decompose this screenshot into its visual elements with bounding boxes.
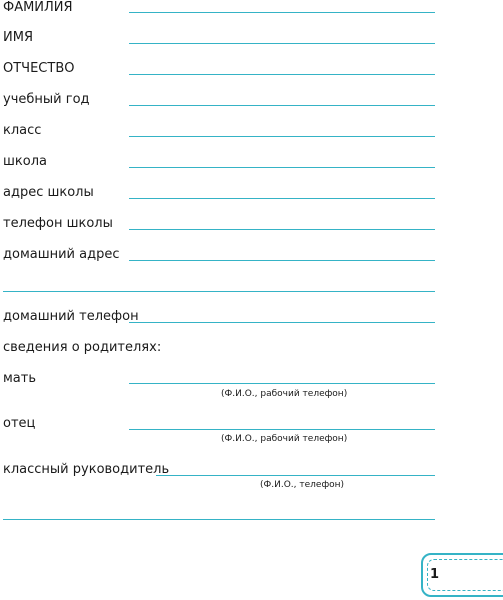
school-address-label: адрес школы	[3, 185, 94, 200]
school-label: школа	[3, 154, 47, 169]
name-label: ИМЯ	[3, 30, 33, 45]
home-phone-label: домашний телефон	[3, 309, 139, 324]
school-line[interactable]	[129, 167, 435, 168]
surname-line[interactable]	[129, 12, 435, 13]
home-address-line[interactable]	[129, 260, 435, 261]
class-teacher-label: классный руководитель	[3, 462, 170, 477]
surname-label: ФАМИЛИЯ	[3, 0, 73, 15]
school-year-line[interactable]	[129, 105, 435, 106]
home-address-line-2[interactable]	[3, 291, 435, 292]
class-line[interactable]	[129, 136, 435, 137]
school-address-line[interactable]	[129, 198, 435, 199]
mother-line[interactable]	[129, 383, 435, 384]
class-label: класс	[3, 123, 42, 138]
patronymic-label: ОТЧЕСТВО	[3, 61, 75, 76]
parents-info-label: сведения о родителях:	[3, 340, 162, 355]
class-teacher-line-2[interactable]	[3, 519, 435, 520]
class-teacher-line[interactable]	[156, 475, 435, 476]
page-number: 1	[430, 567, 440, 582]
school-phone-line[interactable]	[129, 229, 435, 230]
father-label: отец	[3, 416, 36, 431]
home-phone-line[interactable]	[129, 322, 435, 323]
home-address-label: домашний адрес	[3, 247, 120, 262]
father-line[interactable]	[129, 429, 435, 430]
mother-label: мать	[3, 371, 37, 386]
school-year-label: учебный год	[3, 92, 90, 107]
name-line[interactable]	[129, 43, 435, 44]
school-phone-label: телефон школы	[3, 216, 113, 231]
father-hint: (Ф.И.О., рабочий телефон)	[221, 434, 348, 444]
mother-hint: (Ф.И.О., рабочий телефон)	[221, 389, 348, 399]
patronymic-line[interactable]	[129, 74, 435, 75]
class-teacher-hint: (Ф.И.О., телефон)	[260, 480, 345, 490]
